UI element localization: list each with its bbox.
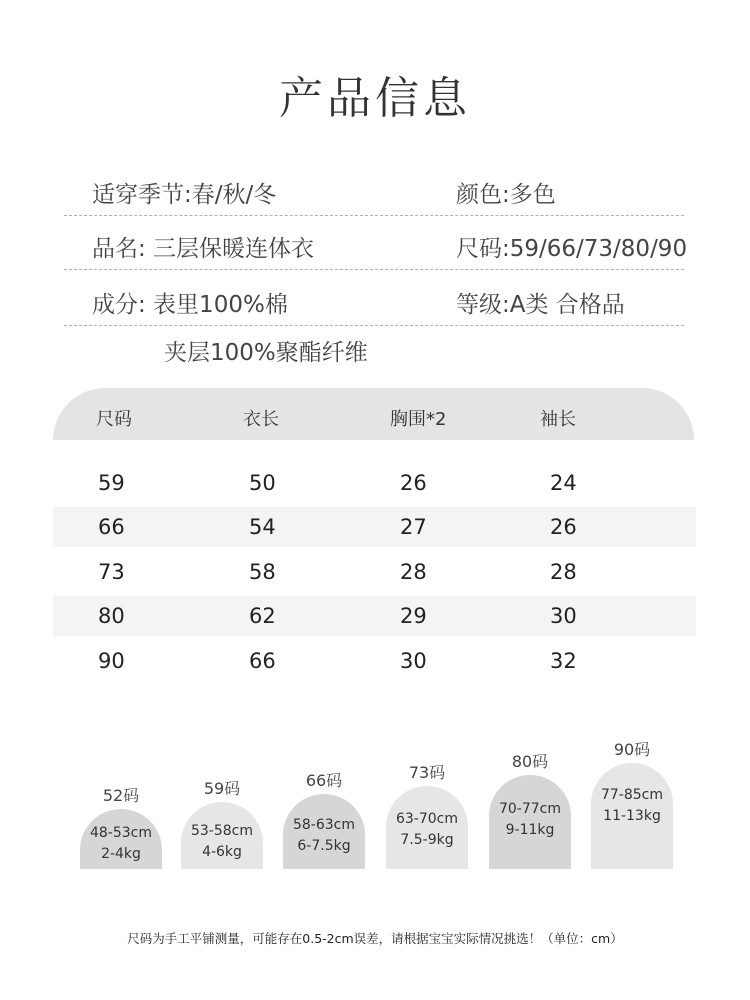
page-title: 产品信息 (279, 73, 471, 124)
card-size-label: 66码 (305, 771, 343, 790)
cell-chest: 30 (400, 649, 427, 673)
cell-size: 80 (98, 604, 125, 628)
size-info: 尺码:59/66/73/80/90 (456, 236, 688, 262)
season-info: 适穿季节:春/秋/冬 (92, 182, 277, 208)
cell-length: 50 (249, 471, 276, 495)
card-shape (181, 802, 263, 869)
cell-size: 73 (98, 560, 125, 584)
cell-length: 62 (249, 604, 276, 628)
card-weight-range: 2-4kg (101, 846, 141, 862)
cell-length: 66 (249, 649, 276, 673)
card-shape (489, 775, 571, 869)
cell-size: 66 (98, 515, 125, 539)
card-height-range: 63-70cm (395, 811, 458, 827)
card-size-label: 90码 (613, 740, 651, 759)
color-info: 颜色:多色 (456, 182, 556, 208)
header-length: 衣长 (243, 409, 279, 430)
table-row (53, 641, 696, 681)
header-size: 尺码 (96, 409, 132, 430)
card-height-range: 48-53cm (89, 825, 152, 841)
cell-sleeve: 28 (550, 560, 577, 584)
card-shape (80, 809, 162, 869)
card-height-range: 70-77cm (498, 801, 561, 817)
card-height-range: 53-58cm (190, 823, 253, 839)
cell-sleeve: 32 (550, 649, 577, 673)
card-size-label: 73码 (408, 763, 446, 782)
size-card-66 (283, 768, 365, 869)
size-card-52 (80, 783, 162, 869)
header-sleeve: 袖长 (540, 409, 576, 430)
grade-info: 等级:A类 合格品 (456, 292, 625, 318)
card-height-range: 77-85cm (600, 787, 663, 803)
material-info: 成分: 表里100%棉 (92, 292, 288, 318)
card-weight-range: 6-7.5kg (297, 838, 351, 854)
dashed-divider (64, 215, 684, 216)
measurement-footnote: 尺码为手工平铺测量，可能存在0.5-2cm误差，请根据宝宝实际情况挑选！（单位：cm） (127, 931, 623, 946)
cell-size: 90 (98, 649, 125, 673)
card-weight-range: 11-13kg (603, 808, 661, 824)
size-card-59 (181, 776, 263, 869)
table-row (53, 552, 696, 592)
material-extra-info: 夹层100%聚酯纤维 (164, 340, 368, 366)
card-weight-range: 9-11kg (505, 822, 555, 838)
card-weight-range: 7.5-9kg (400, 832, 454, 848)
info-row-name-size (64, 230, 688, 270)
dashed-divider (64, 325, 684, 326)
cell-length: 54 (249, 515, 276, 539)
card-shape (283, 794, 365, 869)
table-row (53, 507, 696, 547)
cell-chest: 26 (400, 471, 427, 495)
card-shape (591, 763, 673, 869)
card-height-range: 58-63cm (292, 817, 355, 833)
cell-sleeve: 24 (550, 471, 577, 495)
header-chest: 胸围*2 (390, 409, 447, 430)
cell-length: 58 (249, 560, 276, 584)
info-row-season-color (64, 176, 684, 216)
cell-chest: 27 (400, 515, 427, 539)
product-name-info: 品名: 三层保暖连体衣 (92, 236, 315, 262)
card-size-label: 59码 (203, 779, 241, 798)
size-card-80 (489, 749, 571, 869)
cell-chest: 28 (400, 560, 427, 584)
cell-sleeve: 30 (550, 604, 577, 628)
size-table-header (53, 388, 694, 440)
table-row (53, 596, 696, 636)
dashed-divider (64, 269, 684, 270)
size-card-90 (591, 737, 673, 869)
cell-chest: 29 (400, 604, 427, 628)
table-row (53, 463, 696, 503)
size-card-73 (386, 760, 468, 869)
cell-sleeve: 26 (550, 515, 577, 539)
card-size-label: 80码 (511, 752, 549, 771)
cell-size: 59 (98, 471, 125, 495)
card-shape (386, 786, 468, 869)
info-row-material-grade (64, 286, 684, 326)
card-weight-range: 4-6kg (202, 844, 242, 860)
card-size-label: 52码 (102, 786, 140, 805)
